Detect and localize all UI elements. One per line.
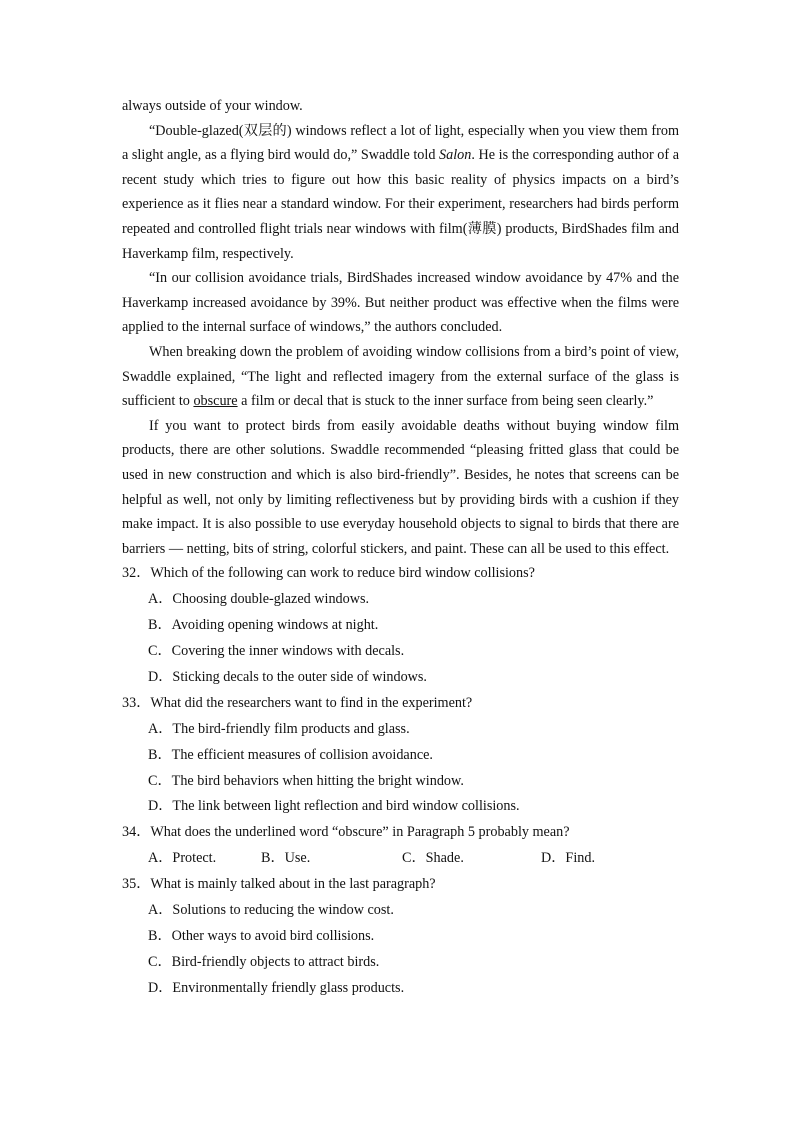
question-34-option-b: B．Use. [261, 850, 311, 867]
paragraph-4-part-a: When breaking down the problem of avoiding window collisions from a bird’s point of view, Swaddle explained, “The light and reflected imagery from the external surface of the glass is sufficient to [122, 343, 679, 410]
paragraph-4 [122, 340, 679, 414]
question-32-option-c: C．Covering the inner windows with decals. [148, 643, 405, 659]
question-35-option-d: D．Environmentally friendly glass products. [148, 979, 405, 996]
question-32-option-d: D．Sticking decals to the outer side of windows. [148, 668, 427, 685]
question-33-option-b: B．The efficient measures of collision avoidance. [148, 746, 433, 763]
paragraph-2 [122, 119, 679, 267]
question-35-option-c: C．Bird-friendly objects to attract birds. [148, 953, 380, 970]
salon-italic: Salon [439, 147, 472, 164]
question-34-options-row [148, 846, 679, 872]
question-33-option-d: D．The link between light reflection and bird window collisions. [148, 798, 520, 815]
document-page [122, 94, 679, 1002]
question-33-stem: 33．What did the researchers want to find in the experiment? [122, 694, 473, 711]
paragraph-3: “In our collision avoidance trials, BirdShades increased window avoidance by 47% and the Haverkamp increased avoidance by 39%. But neither product was effective when the films were applied to the internal surface of windows,” the authors concluded. [122, 270, 679, 336]
question-35-stem: 35．What is mainly talked about in the last paragraph? [122, 876, 436, 893]
question-33-option-c: C．The bird behaviors when hitting the bright window. [148, 772, 464, 789]
paragraph-2-part-a: “Double-glazed(双层的) windows reflect a lot of light, especially when you view them from a slight angle, as a flying bird would do,” Swaddle told [122, 122, 679, 164]
underlined-word-obscure: obscure [193, 393, 238, 410]
question-32-option-b: B．Avoiding opening windows at night. [148, 617, 379, 634]
question-32-option-a: A．Choosing double-glazed windows. [148, 591, 370, 608]
question-35-option-a: A．Solutions to reducing the window cost. [148, 902, 394, 919]
paragraph-4-part-b: a film or decal that is stuck to the inner surface from being seen clearly.” [237, 393, 654, 410]
paragraph-1: always outside of your window. [122, 98, 303, 114]
question-34-option-a: A．Protect. [148, 850, 217, 867]
paragraph-5: If you want to protect birds from easily avoidable deaths without buying window film products, there are other solutions. Swaddle recommended “pleasing fritted glass that could be used in new construction and which is also bird-friendly”. Besides, he notes that screens can be helpful as well, not only by limiting reflectiveness but by providing birds with a cushion if they make impact. It is also possible to use everyday household objects to signal to birds that there are barriers — netting, bits of string, colorful stickers, and paint. These can all be used to this effect. [122, 417, 679, 557]
question-34-stem: 34．What does the underlined word “obscure” in Paragraph 5 probably mean? [122, 824, 570, 841]
question-34-option-c: C．Shade. [402, 850, 464, 867]
question-35-option-b: B．Other ways to avoid bird collisions. [148, 927, 375, 944]
paragraph-2-part-b: . He is the corresponding author of a recent study which tries to figure out how this basic reality of physics impacts on a bird’s experience as it flies near a standard window. For their experiment, researchers had birds perform repeated and controlled flight trials near windows with film(薄膜) products, BirdShades film and Haverkamp film, respectively. [122, 147, 679, 262]
question-33-option-a: A．The bird-friendly film products and glass. [148, 720, 410, 737]
question-34-option-d: D．Find. [541, 850, 595, 867]
question-32-stem: 32．Which of the following can work to reduce bird window collisions? [122, 565, 535, 582]
